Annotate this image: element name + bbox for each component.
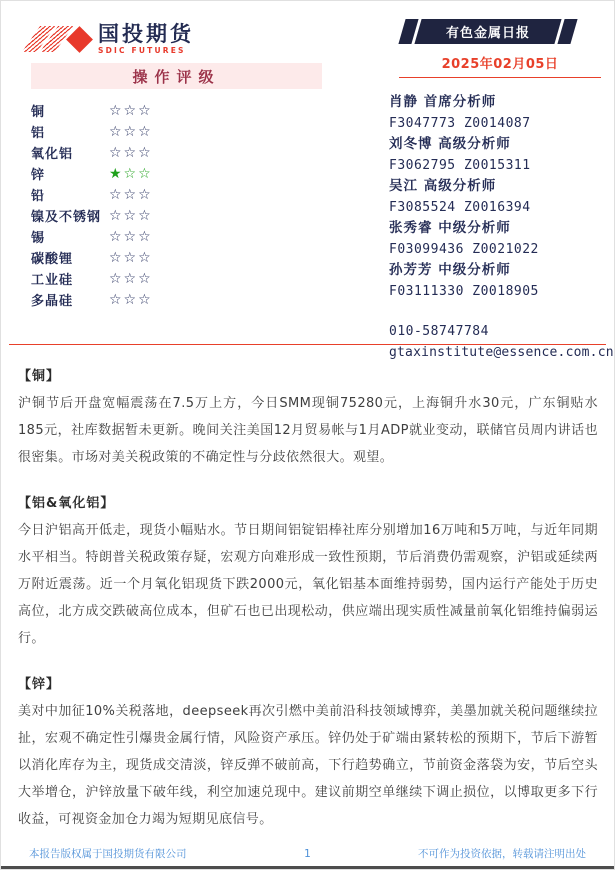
logo-text	[98, 23, 194, 55]
metal-name: 氧化铝	[31, 147, 74, 162]
analysts-panel	[389, 92, 614, 363]
analyst-name: 张秀睿 中级分析师	[389, 220, 511, 236]
footer-disclaimer: 不可作为投资依据，转载请注明出处	[418, 848, 586, 860]
analyst-name: 刘冬博 高级分析师	[389, 136, 511, 152]
section-heading: 【铝&氧化铝】	[18, 496, 115, 511]
star-rating: ☆☆☆	[109, 186, 153, 203]
rating-row-tin	[31, 226, 322, 247]
section-heading: 【锌】	[18, 677, 61, 692]
logo-icon	[31, 26, 89, 52]
ratings-header: 操作评级	[31, 63, 322, 89]
ratings-list	[31, 100, 322, 310]
contact-phone: 010-58747784	[389, 324, 489, 339]
ratings-panel	[31, 63, 322, 310]
star-rating: ☆☆☆	[109, 144, 153, 161]
report-date: 2025年02月05日	[399, 53, 601, 78]
analyst-id: F3062795 Z0015311	[389, 158, 531, 173]
metal-name: 碳酸锂	[31, 252, 74, 267]
report-title: 有色金属日报	[445, 26, 530, 41]
page-number: 1	[304, 847, 311, 860]
report-body	[18, 357, 598, 833]
rating-row-copper	[31, 100, 322, 121]
analyst-name: 吴江 高级分析师	[389, 178, 497, 194]
metal-name: 镍及不锈钢	[31, 210, 102, 225]
metal-name: 铜	[31, 105, 46, 120]
company-name: 国投期货	[98, 22, 194, 46]
rating-row-nickel	[31, 205, 322, 226]
section-body-text: 美对中加征10%关税落地，deepseek再次引燃中美前沿科技领域博弈，美墨加就关税问题继续拉扯，宏观不确定性引爆贵金属行情，风险资产承压。锌仍处于矿端由紧转松的预期下，节后下游暂以消化库存为主，现货成交清淡，锌反弹不破前高，下行趋势确立，节前资金落袋为安，节后空头大举增仓，沪锌放量下破年线，利空加速兑现中。建议前期空单继续下调止损位，以博取更多下行收益，可视资金加仓力竭为短期见底信号。	[18, 704, 598, 827]
report-title-banner	[398, 19, 577, 44]
rating-row-lead	[31, 184, 322, 205]
company-name-en: SDIC FUTURES	[98, 46, 186, 56]
section-zinc	[18, 673, 598, 833]
star-rating: ☆☆☆	[109, 123, 153, 140]
star-rating: ☆☆☆	[109, 249, 153, 266]
header-right	[399, 19, 601, 78]
rating-row-alumina	[31, 142, 322, 163]
analyst-id: F3085524 Z0016394	[389, 200, 531, 215]
section-heading: 【铜】	[18, 369, 61, 384]
section-body-text: 今日沪铝高开低走，现货小幅贴水。节日期间铝锭铝棒社库分别增加16万吨和5万吨，与近年同期水平相当。特朗普关税政策存疑，宏观方向难形成一致性预期，节后消费仍需观察，沪铝或延续两万附近震荡。近一个月氧化铝现货下跌2000元，氧化铝基本面维持弱势，国内运行产能处于历史高位，北方成交跌破高位成本，但矿石也已出现松动，供应端出现实质性减量前氧化铝维持偏弱运行。	[18, 523, 598, 646]
section-copper	[18, 365, 598, 471]
rating-row-zinc	[31, 163, 322, 184]
star-rating: ☆☆☆	[109, 207, 153, 224]
star-rating: ☆☆☆	[109, 228, 153, 245]
section-body-text: 沪铜节后开盘宽幅震荡在7.5万上方，今日SMM现铜75280元，上海铜升水30元，广东铜贴水185元，社库数据暂未更新。晚间关注美国12月贸易帐与1月ADP就业变动，联储官员周内讲话也很密集。市场对美关税政策的不确定性与分歧依然很大。观望。	[18, 396, 598, 465]
rating-row-silicon	[31, 268, 322, 289]
analyst-name: 肖静 首席分析师	[389, 94, 497, 110]
section-aluminum-alumina	[18, 492, 598, 652]
rating-row-lithium	[31, 247, 322, 268]
rating-row-polysilicon	[31, 289, 322, 310]
metal-name: 工业硅	[31, 273, 74, 288]
metal-name: 铅	[31, 189, 46, 204]
analyst-id: F03111330 Z0018905	[389, 284, 539, 299]
metal-name: 多晶硅	[31, 294, 74, 309]
analyst-id: F3047773 Z0014087	[389, 116, 531, 131]
contact-email[interactable]: gtaxinstitute@essence.com.cn	[389, 345, 614, 360]
analyst-name: 孙芳芳 中级分析师	[389, 262, 511, 278]
section-divider	[9, 344, 606, 345]
star-rating: ☆☆☆	[109, 102, 153, 119]
company-logo	[31, 23, 194, 55]
metal-name: 铝	[31, 126, 46, 141]
analyst-id: F03099436 Z0021022	[389, 242, 539, 257]
rating-row-aluminum	[31, 121, 322, 142]
star-rating: ☆☆☆	[109, 270, 153, 287]
metal-name: 锌	[31, 168, 46, 183]
footer-copyright: 本报告版权属于国投期货有限公司	[29, 848, 187, 860]
metal-name: 锡	[31, 231, 46, 246]
star-rating: ☆☆☆	[109, 291, 153, 308]
page-bottom-edge	[1, 866, 614, 869]
page-footer	[29, 846, 586, 861]
star-rating: ★☆☆	[109, 165, 153, 182]
